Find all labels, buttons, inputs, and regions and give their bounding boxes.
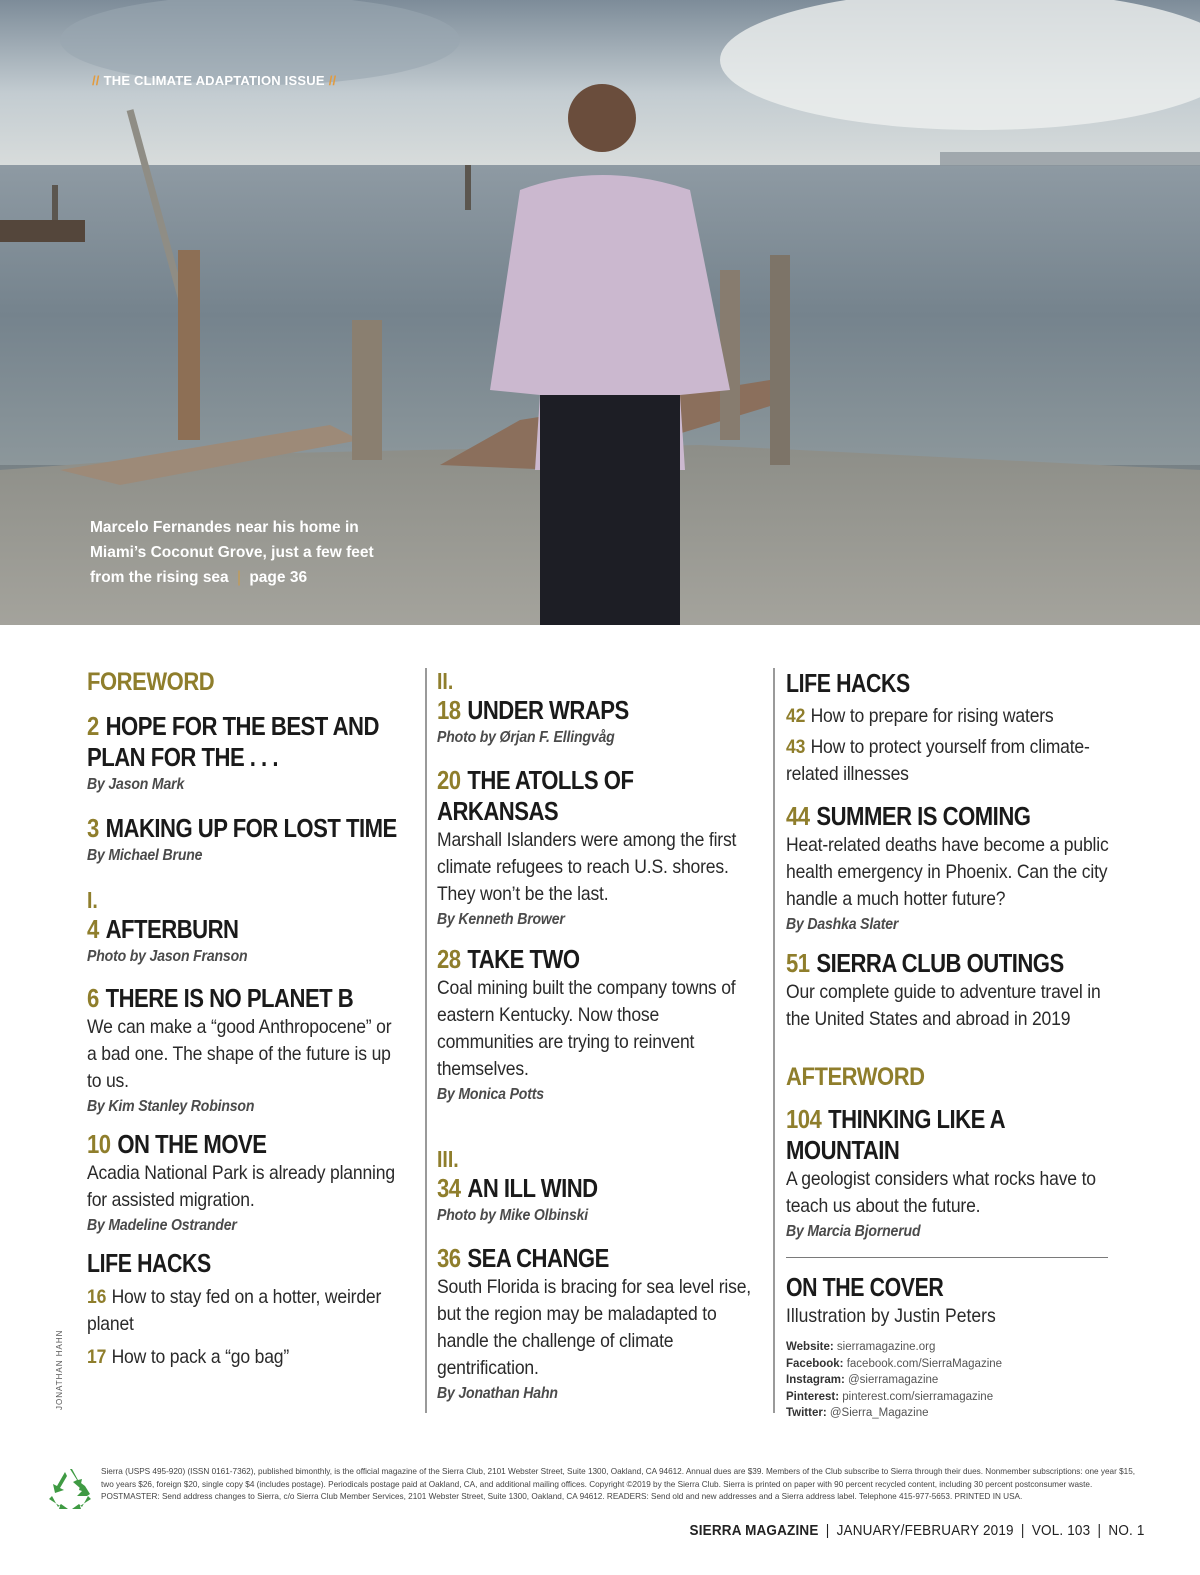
toc-column-3 — [773, 668, 1109, 1419]
hero-photo — [0, 0, 1200, 625]
part-three-label: III. — [437, 1146, 459, 1172]
toc-entry-18[interactable]: 18 UNDER WRAPS Photo by Ørjan F. Ellingvåg — [437, 695, 629, 746]
social-links — [786, 1339, 1109, 1422]
link-instagram[interactable]: Instagram: @sierramagazine — [786, 1374, 939, 1386]
masthead: SIERRA MAGAZINE | JANUARY/FEBRUARY 2019 | VOL. 103 | NO. 1 — [689, 1522, 1145, 1539]
cover-credit: Illustration by Justin Peters — [786, 1305, 996, 1327]
toc-entry-3[interactable]: 3 MAKING UP FOR LOST TIME By Michael Brune — [87, 813, 397, 864]
life-hack-17[interactable]: 17 How to pack a “go bag” — [87, 1346, 290, 1368]
section-foreword: FOREWORD — [87, 668, 215, 696]
toc-column-2 — [425, 668, 755, 1413]
legal-notice: Sierra (USPS 495-920) (ISSN 0161-7362), published bimonthly, is the official magazine of the Sierra Club, 2101 Webster Street, Suite 1300, Oakland, CA 94612. Annual dues are $39. Members of the Club subscribe to Sierra through their dues. Nonmember subscriptions: one year $15, two years $26, foreign $20, single copy $4 (includes postage). Periodicals postage paid at Oakland, CA, and additional mailing offices. Copyright ©2019 by the Sierra Club. Sierra is printed on paper with 90 percent recycled content, including 30 percent postconsumer waste. POSTMASTER: Send address changes to Sierra, c/o Sierra Club Member Services, 2101 Webster Street, Suite 1300, Oakland, CA 94612. READERS: Send old and new addresses and a Sierra address label. Telephone 415-977-5653. PRINTED IN USA. — [101, 1467, 1136, 1501]
toc-entry-34[interactable]: 34 AN ILL WIND Photo by Mike Olbinski — [437, 1173, 598, 1224]
toc-entry-4[interactable]: 4 AFTERBURN Photo by Jason Franson — [87, 914, 248, 965]
link-facebook[interactable]: Facebook: facebook.com/SierraMagazine — [786, 1357, 1003, 1370]
photo-caption: Marcelo Fernandes near his home in Miami’s Coconut Grove, just a few feet from the rising sea | page 36 — [90, 519, 374, 586]
life-hack-16[interactable]: 16 How to stay fed on a hotter, weirder planet — [87, 1286, 382, 1335]
on-the-cover-heading: ON THE COVER — [786, 1272, 944, 1302]
toc-entry-36[interactable]: 36 SEA CHANGE South Florida is bracing for sea level rise, but the region may be maladapted to handle the challenge of climate gentrification. By Jonathan Hahn — [437, 1243, 751, 1402]
toc-column-1 — [87, 668, 397, 1371]
life-hacks-heading-2: LIFE HACKS — [786, 668, 910, 698]
link-pinterest[interactable]: Pinterest: pinterest.com/sierramagazine — [786, 1390, 994, 1403]
life-hack-43[interactable]: 43 How to protect yourself from climate-related illnesses — [786, 736, 1090, 785]
toc-entry-2[interactable]: 2 HOPE FOR THE BEST AND PLAN FOR THE . . . By Jason Mark — [87, 711, 379, 793]
photo-credit: JONATHAN HAHN — [55, 1329, 64, 1410]
toc-entry-20[interactable]: 20 THE ATOLLS OF ARKANSAS Marshall Islanders were among the first climate refugees to reach U.S. shores. They won’t be the last. By Kenneth Brower — [437, 765, 737, 928]
life-hack-42[interactable]: 42 How to prepare for rising waters — [786, 705, 1054, 727]
link-website[interactable]: Website: sierramagazine.org — [786, 1341, 936, 1353]
section-afterword: AFTERWORD — [786, 1063, 925, 1091]
toc-entry-51[interactable]: 51 SIERRA CLUB OUTINGS Our complete guide to adventure travel in the United States and abroad in 2019 — [786, 948, 1101, 1030]
toc-entry-10[interactable]: 10 ON THE MOVE Acadia National Park is already planning for assisted migration. By Madeline Ostrander — [87, 1129, 395, 1234]
life-hacks-heading: LIFE HACKS — [87, 1248, 211, 1278]
recycle-icon — [47, 1466, 93, 1510]
toc-entry-6[interactable]: 6 THERE IS NO PLANET B We can make a “good Anthropocene” or a bad one. The shape of the future is up to us. By Kim Stanley Robinson — [87, 983, 392, 1115]
part-one-label: I. — [87, 887, 98, 913]
part-two-label: II. — [437, 668, 454, 694]
caption-page-ref: page 36 — [249, 569, 308, 586]
toc-entry-104[interactable]: 104 THINKING LIKE A MOUNTAIN A geologist considers what rocks have to teach us about the future. By Marcia Bjornerud — [786, 1104, 1096, 1240]
toc-entry-44[interactable]: 44 SUMMER IS COMING Heat-related deaths have become a public health emergency in Phoenix. Can the city handle a much hotter future? By Dashka Slater — [786, 801, 1109, 933]
divider — [786, 1257, 1108, 1258]
issue-tag: // THE CLIMATE ADAPTATION ISSUE // — [92, 73, 337, 88]
toc-entry-28[interactable]: 28 TAKE TWO Coal mining built the company towns of eastern Kentucky. Now those communities are trying to reinvent themselves. By Monica Potts — [437, 944, 736, 1103]
link-twitter[interactable]: Twitter: @Sierra_Magazine — [786, 1407, 929, 1419]
